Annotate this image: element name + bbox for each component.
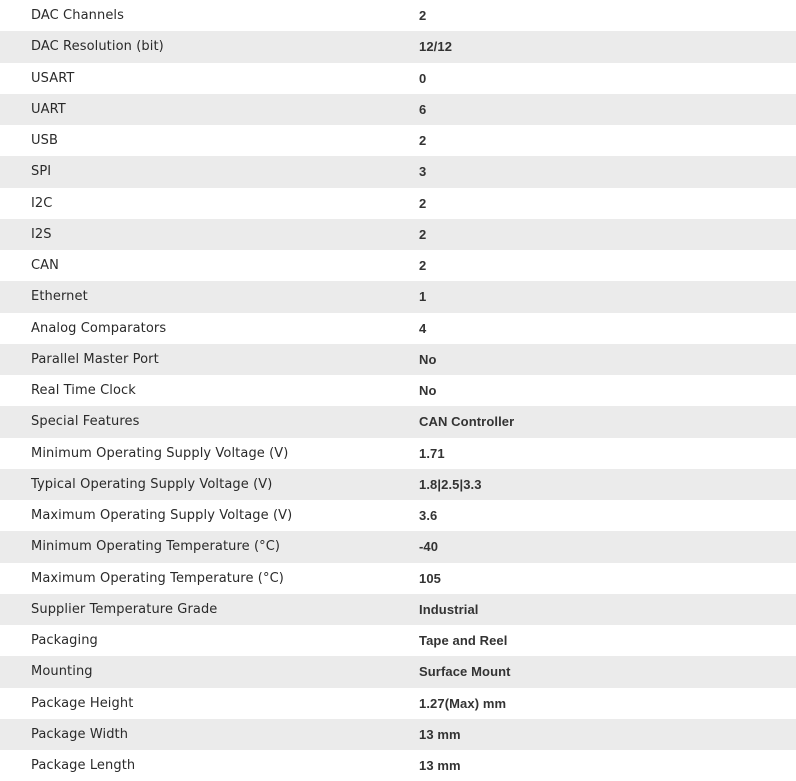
spec-value: 1.27(Max) mm: [419, 695, 507, 711]
spec-name: Analog Comparators: [31, 320, 167, 336]
table-row: [0, 438, 796, 469]
spec-name: Package Height: [31, 695, 134, 711]
spec-value: 12/12: [419, 39, 453, 55]
spec-value: Surface Mount: [419, 664, 511, 680]
spec-value: 13 mm: [419, 726, 461, 742]
spec-value: 105: [419, 570, 441, 586]
spec-name: Package Length: [31, 758, 136, 774]
spec-value: 1: [419, 289, 427, 305]
spec-value: 6: [419, 101, 427, 117]
spec-value: Industrial: [419, 601, 479, 617]
table-row: [0, 125, 796, 156]
table-row: [0, 94, 796, 125]
spec-name: Package Width: [31, 726, 129, 742]
table-row: [0, 656, 796, 687]
spec-name: Mounting: [31, 664, 93, 680]
spec-name: Supplier Temperature Grade: [31, 601, 218, 617]
spec-value: 13 mm: [419, 758, 461, 774]
spec-value: CAN Controller: [419, 414, 515, 430]
table-row: [0, 406, 796, 437]
spec-value: 2: [419, 258, 427, 274]
table-row: [0, 281, 796, 312]
spec-name: Parallel Master Port: [31, 351, 159, 367]
spec-name: USB: [31, 133, 58, 149]
spec-name: Packaging: [31, 633, 98, 649]
spec-value: 1.71: [419, 445, 445, 461]
table-row: [0, 219, 796, 250]
spec-name: CAN: [31, 258, 59, 274]
table-row: [0, 625, 796, 656]
spec-name: I2C: [31, 195, 53, 211]
table-row: [0, 719, 796, 750]
table-row: [0, 63, 796, 94]
spec-value: 2: [419, 133, 427, 149]
spec-name: I2S: [31, 226, 52, 242]
spec-value: No: [419, 351, 437, 367]
table-row: [0, 688, 796, 719]
spec-value: 2: [419, 195, 427, 211]
table-row: [0, 156, 796, 187]
spec-value: 2: [419, 8, 427, 24]
spec-name: SPI: [31, 164, 52, 180]
spec-value: 3: [419, 164, 427, 180]
table-row: [0, 750, 796, 781]
spec-value: No: [419, 383, 437, 399]
spec-value: 1.8|2.5|3.3: [419, 476, 482, 492]
spec-value: 3.6: [419, 508, 438, 524]
table-row: [0, 531, 796, 562]
spec-name: Maximum Operating Temperature (°C): [31, 570, 284, 586]
spec-value: -40: [419, 539, 439, 555]
spec-name: Minimum Operating Temperature (°C): [31, 539, 281, 555]
spec-name: Maximum Operating Supply Voltage (V): [31, 508, 293, 524]
table-row: [0, 344, 796, 375]
spec-name: DAC Resolution (bit): [31, 39, 164, 55]
table-row: [0, 375, 796, 406]
table-row: [0, 31, 796, 62]
spec-name: USART: [31, 70, 75, 86]
spec-name: Typical Operating Supply Voltage (V): [31, 476, 273, 492]
table-row: [0, 250, 796, 281]
spec-value: 4: [419, 320, 427, 336]
table-row: [0, 0, 796, 31]
spec-name: UART: [31, 101, 66, 117]
table-row: [0, 500, 796, 531]
spec-name: Real Time Clock: [31, 383, 136, 399]
spec-value: Tape and Reel: [419, 633, 508, 649]
table-row: [0, 313, 796, 344]
table-row: [0, 594, 796, 625]
table-row: [0, 188, 796, 219]
spec-name: Minimum Operating Supply Voltage (V): [31, 445, 289, 461]
table-row: [0, 563, 796, 594]
spec-value: 2: [419, 226, 427, 242]
spec-name: Special Features: [31, 414, 140, 430]
table-row: [0, 469, 796, 500]
spec-name: Ethernet: [31, 289, 88, 305]
spec-name: DAC Channels: [31, 8, 124, 24]
spec-value: 0: [419, 70, 427, 86]
